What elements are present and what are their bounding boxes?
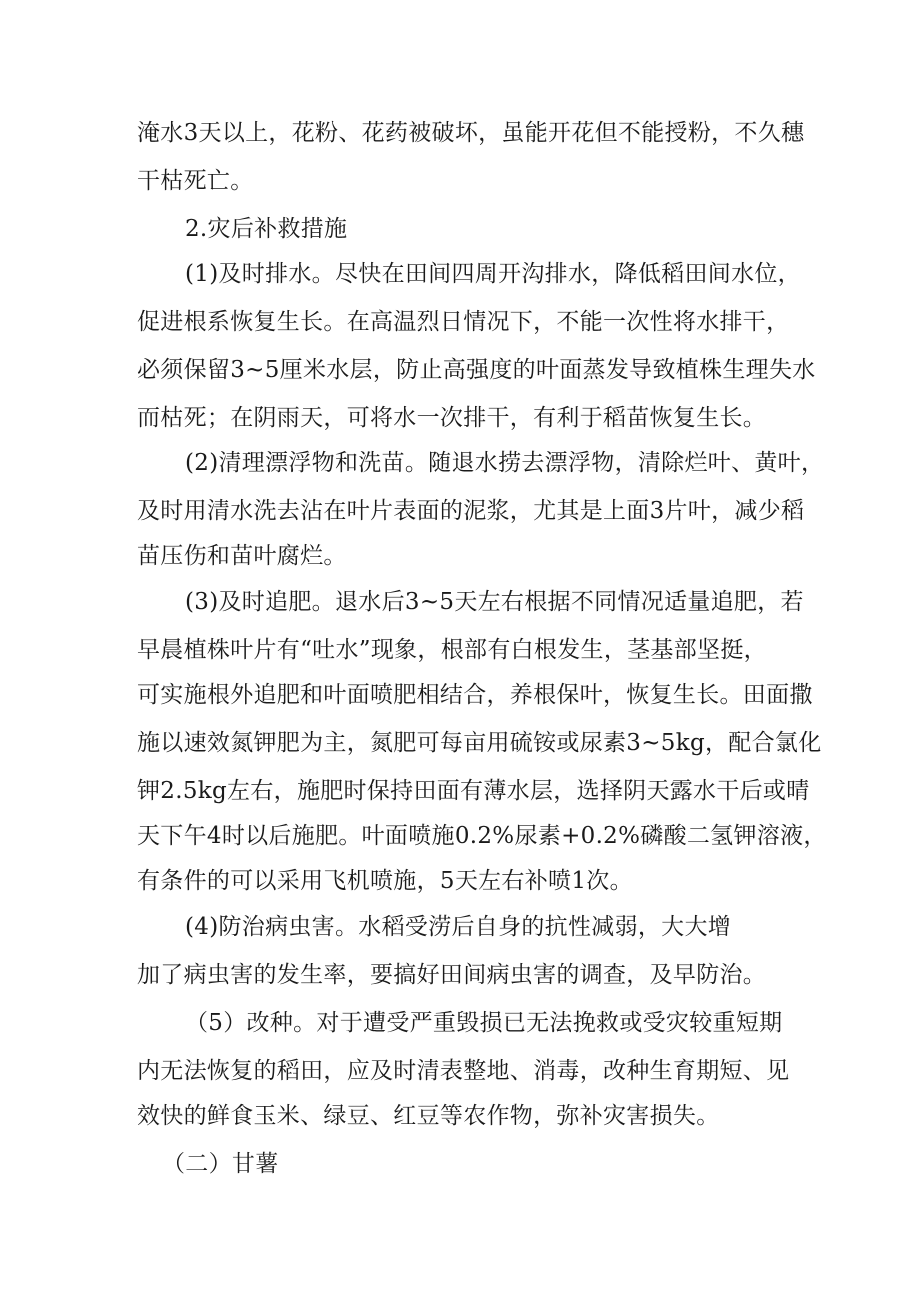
text-line: 苗压伤和苗叶腐烂。	[137, 543, 347, 569]
text-line: (3)及时追肥。退水后3~5天左右根据不同情况适量追肥，若	[185, 589, 804, 615]
section-heading: （二）甘薯	[162, 1151, 279, 1177]
text-line: 促进根系恢复生长。在高温烈日情况下，不能一次性将水排干，	[137, 309, 790, 335]
text-line: 早晨植株叶片有“吐水”现象，根部有白根发生，茎基部坚挺，	[137, 637, 767, 663]
text-line: (2)清理漂浮物和洗苗。随退水捞去漂浮物，清除烂叶、黄叶，	[185, 450, 825, 476]
text-line: 淹水3天以上，花粉、花药被破坏，虽能开花但不能授粉，不久穗	[137, 120, 805, 146]
text-line: 天下午4时以后施肥。叶面喷施0.2%尿素+0.2%磷酸二氢钾溶液，	[137, 823, 827, 849]
text-line: 内无法恢复的稻田，应及时清表整地、消毒，改种生育期短、见	[137, 1058, 790, 1084]
text-line: (1)及时排水。尽快在田间四周开沟排水，降低稻田间水位，	[185, 261, 801, 287]
text-line: 及时用清水洗去沾在叶片表面的泥浆，尤其是上面3片叶，减少稻	[137, 498, 805, 524]
text-line: 施以速效氮钾肥为主，氮肥可每亩用硫铵或尿素3~5kg，配合氯化	[137, 730, 822, 756]
section-heading: 2.灾后补救措施	[185, 216, 348, 242]
text-line: 效快的鲜食玉米、绿豆、红豆等农作物，弥补灾害损失。	[137, 1103, 720, 1129]
text-line: (4)防治病虫害。水稻受涝后自身的抗性减弱，大大增	[185, 914, 732, 940]
text-line: 有条件的可以采用飞机喷施，5天左右补喷1次。	[137, 868, 633, 894]
text-line: （5）改种。对于遭受严重毁损已无法挽救或受灾较重短期	[185, 1010, 783, 1036]
text-line: 而枯死；在阴雨天，可将水一次排干，有利于稻苗恢复生长。	[137, 405, 767, 431]
text-line: 干枯死亡。	[137, 168, 254, 194]
text-line: 可实施根外追肥和叶面喷肥相结合，养根保叶，恢复生长。田面撒	[137, 682, 813, 708]
text-line: 必须保留3~5厘米水层，防止高强度的叶面蒸发导致植株生理失水	[137, 357, 816, 383]
text-line: 加了病虫害的发生率，要搞好田间病虫害的调查，及早防治。	[137, 962, 767, 988]
text-line: 钾2.5kg左右，施肥时保持田面有薄水层，选择阴天露水干后或晴	[137, 778, 810, 804]
